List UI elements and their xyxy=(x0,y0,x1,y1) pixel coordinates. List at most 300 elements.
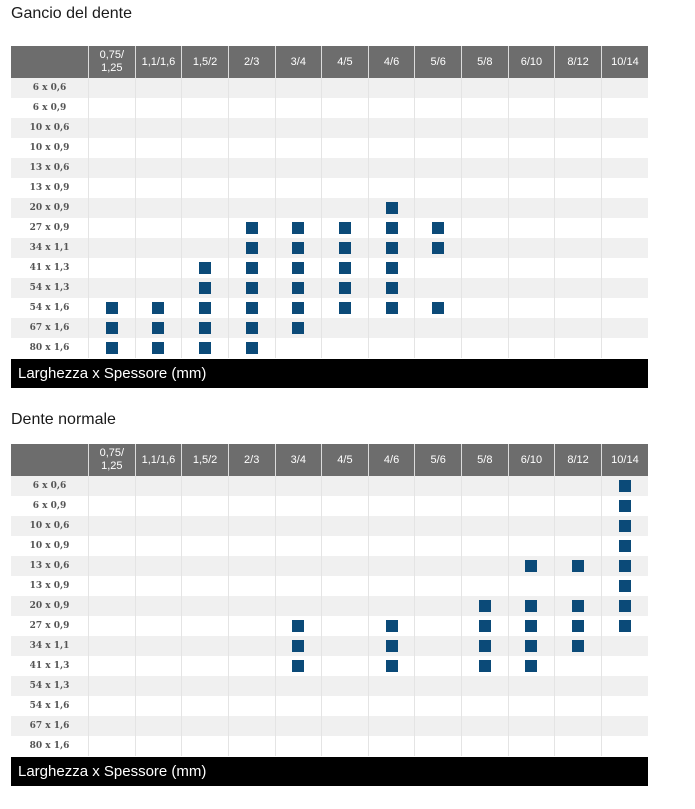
table-cell xyxy=(462,258,509,278)
filled-square-icon xyxy=(106,322,118,334)
table-cell xyxy=(508,78,555,98)
table-cell xyxy=(228,338,275,358)
table-cell xyxy=(368,158,415,178)
row-label: 67 x 1,6 xyxy=(11,716,89,736)
filled-square-icon xyxy=(572,560,584,572)
row-label: 6 x 0,9 xyxy=(11,496,89,516)
table-cell xyxy=(228,78,275,98)
table-body xyxy=(11,78,648,358)
table-cell xyxy=(368,696,415,716)
table-cell xyxy=(601,636,648,656)
table-cell xyxy=(322,496,369,516)
column-header: 5/8 xyxy=(462,46,509,78)
column-header: 4/6 xyxy=(368,444,415,476)
table-cell xyxy=(89,218,136,238)
filled-square-icon xyxy=(339,262,351,274)
header-corner xyxy=(11,444,89,476)
table-cell xyxy=(415,536,462,556)
table-cell xyxy=(555,138,602,158)
table-cell xyxy=(508,716,555,736)
table-cell xyxy=(555,716,602,736)
table-cell xyxy=(462,158,509,178)
table-cell xyxy=(415,696,462,716)
table-row xyxy=(11,596,648,616)
filled-square-icon xyxy=(619,540,631,552)
table-cell xyxy=(415,576,462,596)
table-cell xyxy=(89,318,136,338)
table-cell xyxy=(135,298,182,318)
column-header: 1,1/1,6 xyxy=(135,46,182,78)
column-header: 0,75/ 1,25 xyxy=(89,46,136,78)
table-cell xyxy=(508,596,555,616)
table-cell xyxy=(368,298,415,318)
table-cell xyxy=(135,556,182,576)
column-header: 8/12 xyxy=(555,444,602,476)
table-cell xyxy=(462,178,509,198)
column-header: 2/3 xyxy=(228,46,275,78)
table-cell xyxy=(89,516,136,536)
table-cell xyxy=(182,636,229,656)
table-cell xyxy=(555,178,602,198)
table-cell xyxy=(415,118,462,138)
table-cell xyxy=(555,636,602,656)
table-cell xyxy=(415,556,462,576)
table-cell xyxy=(228,536,275,556)
table-cell xyxy=(322,318,369,338)
table-cell xyxy=(601,158,648,178)
table-cell xyxy=(135,98,182,118)
table-cell xyxy=(508,736,555,756)
table-cell xyxy=(182,258,229,278)
table-cell xyxy=(135,576,182,596)
table-cell xyxy=(555,656,602,676)
table-cell xyxy=(368,476,415,496)
row-label: 13 x 0,9 xyxy=(11,178,89,198)
table-cell xyxy=(368,516,415,536)
table-cell xyxy=(322,158,369,178)
table-cell xyxy=(135,596,182,616)
table-cell xyxy=(415,258,462,278)
table-cell xyxy=(415,736,462,756)
filled-square-icon xyxy=(479,660,491,672)
table-cell xyxy=(368,318,415,338)
column-header: 10/14 xyxy=(601,444,648,476)
row-label: 54 x 1,6 xyxy=(11,298,89,318)
table-cell xyxy=(415,476,462,496)
table-cell xyxy=(228,596,275,616)
table-cell xyxy=(322,736,369,756)
table-cell xyxy=(601,736,648,756)
row-label: 54 x 1,6 xyxy=(11,696,89,716)
table-cell xyxy=(462,218,509,238)
table-cell xyxy=(368,556,415,576)
table-cell xyxy=(601,258,648,278)
table-cell xyxy=(275,736,322,756)
table-cell xyxy=(462,238,509,258)
filled-square-icon xyxy=(572,640,584,652)
filled-square-icon xyxy=(619,620,631,632)
table-cell xyxy=(368,218,415,238)
table-cell xyxy=(89,298,136,318)
filled-square-icon xyxy=(619,520,631,532)
table-cell xyxy=(601,278,648,298)
table-cell xyxy=(89,476,136,496)
table-cell xyxy=(228,476,275,496)
table-cell xyxy=(508,516,555,536)
table-cell xyxy=(555,278,602,298)
table-row xyxy=(11,696,648,716)
filled-square-icon xyxy=(386,660,398,672)
table-row xyxy=(11,318,648,338)
table-cell xyxy=(89,536,136,556)
table-row xyxy=(11,278,648,298)
table-cell xyxy=(182,656,229,676)
table-cell xyxy=(555,496,602,516)
table-cell xyxy=(601,576,648,596)
filled-square-icon xyxy=(619,560,631,572)
table-cell xyxy=(89,716,136,736)
table-cell xyxy=(228,516,275,536)
table-cell xyxy=(415,496,462,516)
filled-square-icon xyxy=(199,282,211,294)
table-cell xyxy=(415,158,462,178)
table-cell xyxy=(601,78,648,98)
filled-square-icon xyxy=(199,302,211,314)
filled-square-icon xyxy=(386,282,398,294)
row-label: 80 x 1,6 xyxy=(11,736,89,756)
table-cell xyxy=(228,138,275,158)
column-header: 1,1/1,6 xyxy=(135,444,182,476)
table-cell xyxy=(135,676,182,696)
table-cell xyxy=(415,676,462,696)
table-cell xyxy=(275,158,322,178)
table-cell xyxy=(322,636,369,656)
table-cell xyxy=(228,736,275,756)
table-cell xyxy=(275,138,322,158)
table-cell xyxy=(89,596,136,616)
table-cell xyxy=(555,298,602,318)
table-cell xyxy=(555,696,602,716)
table-cell xyxy=(182,118,229,138)
filled-square-icon xyxy=(152,302,164,314)
table-cell xyxy=(182,138,229,158)
table-cell xyxy=(135,178,182,198)
table-cell xyxy=(89,178,136,198)
table-cell xyxy=(415,198,462,218)
table-cell xyxy=(555,118,602,138)
filled-square-icon xyxy=(386,222,398,234)
table-cell xyxy=(275,118,322,138)
table-cell xyxy=(228,278,275,298)
table-cell xyxy=(228,178,275,198)
table-cell xyxy=(415,238,462,258)
table-cell xyxy=(508,556,555,576)
filled-square-icon xyxy=(246,322,258,334)
table-cell xyxy=(601,218,648,238)
table-cell xyxy=(135,198,182,218)
table-cell xyxy=(368,636,415,656)
column-header: 10/14 xyxy=(601,46,648,78)
table-cell xyxy=(601,318,648,338)
table-row xyxy=(11,158,648,178)
table-cell xyxy=(462,78,509,98)
filled-square-icon xyxy=(572,620,584,632)
table-cell xyxy=(508,676,555,696)
table-cell xyxy=(601,696,648,716)
table-cell xyxy=(135,516,182,536)
filled-square-icon xyxy=(199,322,211,334)
table-cell xyxy=(415,298,462,318)
row-label: 80 x 1,6 xyxy=(11,338,89,358)
table-cell xyxy=(182,616,229,636)
column-header: 1,5/2 xyxy=(182,46,229,78)
row-label: 54 x 1,3 xyxy=(11,676,89,696)
filled-square-icon xyxy=(292,620,304,632)
table-row xyxy=(11,218,648,238)
table-row xyxy=(11,716,648,736)
table-cell xyxy=(135,258,182,278)
filled-square-icon xyxy=(106,342,118,354)
table-cell xyxy=(275,516,322,536)
row-label: 20 x 0,9 xyxy=(11,596,89,616)
table-cell xyxy=(462,656,509,676)
table-cell xyxy=(322,516,369,536)
table-cell xyxy=(275,496,322,516)
table-cell xyxy=(89,158,136,178)
column-header: 4/5 xyxy=(322,46,369,78)
filled-square-icon xyxy=(386,242,398,254)
row-label: 6 x 0,9 xyxy=(11,98,89,118)
table-cell xyxy=(228,98,275,118)
table-cell xyxy=(462,278,509,298)
table-cell xyxy=(508,696,555,716)
table-cell xyxy=(275,556,322,576)
filled-square-icon xyxy=(246,302,258,314)
table-header-row xyxy=(11,46,648,78)
table-cell xyxy=(182,278,229,298)
table-cell xyxy=(275,238,322,258)
table-cell xyxy=(601,716,648,736)
table-cell xyxy=(508,138,555,158)
table-cell xyxy=(415,338,462,358)
table-footer-caption: Larghezza x Spessore (mm) xyxy=(11,757,648,786)
filled-square-icon xyxy=(386,202,398,214)
table-cell xyxy=(462,476,509,496)
table-cell xyxy=(89,616,136,636)
table-cell xyxy=(322,178,369,198)
table-cell xyxy=(89,338,136,358)
table-cell xyxy=(89,78,136,98)
table-cell xyxy=(275,278,322,298)
filled-square-icon xyxy=(292,242,304,254)
row-label: 10 x 0,9 xyxy=(11,138,89,158)
filled-square-icon xyxy=(106,302,118,314)
table-row xyxy=(11,118,648,138)
table-cell xyxy=(555,238,602,258)
table-cell xyxy=(89,576,136,596)
table-cell xyxy=(135,636,182,656)
table-cell xyxy=(555,158,602,178)
table-cell xyxy=(322,118,369,138)
table-cell xyxy=(135,736,182,756)
table-cell xyxy=(555,476,602,496)
table-cell xyxy=(368,278,415,298)
table-cell xyxy=(462,596,509,616)
row-label: 41 x 1,3 xyxy=(11,656,89,676)
table-cell xyxy=(322,596,369,616)
table-cell xyxy=(415,78,462,98)
filled-square-icon xyxy=(339,242,351,254)
table-cell xyxy=(601,516,648,536)
table-cell xyxy=(89,736,136,756)
table-cell xyxy=(601,98,648,118)
table-cell xyxy=(508,636,555,656)
column-header: 2/3 xyxy=(228,444,275,476)
table-cell xyxy=(508,198,555,218)
table-cell xyxy=(462,516,509,536)
table-cell xyxy=(322,238,369,258)
table-cell xyxy=(135,338,182,358)
table-cell xyxy=(415,636,462,656)
table-cell xyxy=(135,616,182,636)
filled-square-icon xyxy=(339,222,351,234)
table-cell xyxy=(228,298,275,318)
table-cell xyxy=(135,318,182,338)
filled-square-icon xyxy=(619,500,631,512)
row-label: 41 x 1,3 xyxy=(11,258,89,278)
table-cell xyxy=(322,138,369,158)
table-cell xyxy=(182,556,229,576)
table-cell xyxy=(182,218,229,238)
table-cell xyxy=(555,198,602,218)
table-cell xyxy=(508,318,555,338)
filled-square-icon xyxy=(246,262,258,274)
table-cell xyxy=(182,736,229,756)
table-cell xyxy=(322,476,369,496)
table-cell xyxy=(322,218,369,238)
filled-square-icon xyxy=(619,580,631,592)
table-cell xyxy=(228,198,275,218)
table-cell xyxy=(601,676,648,696)
table-row xyxy=(11,258,648,278)
table-cell xyxy=(275,676,322,696)
table-cell xyxy=(135,218,182,238)
table-cell xyxy=(322,258,369,278)
row-label: 10 x 0,6 xyxy=(11,516,89,536)
table-cell xyxy=(462,138,509,158)
row-label: 27 x 0,9 xyxy=(11,218,89,238)
table-cell xyxy=(135,696,182,716)
table-row xyxy=(11,676,648,696)
table-row xyxy=(11,78,648,98)
table-cell xyxy=(555,576,602,596)
table-cell xyxy=(368,496,415,516)
table-cell xyxy=(182,676,229,696)
table-cell xyxy=(275,656,322,676)
filled-square-icon xyxy=(292,302,304,314)
table-cell xyxy=(275,218,322,238)
table-cell xyxy=(228,258,275,278)
table-cell xyxy=(322,556,369,576)
table-cell xyxy=(135,138,182,158)
filled-square-icon xyxy=(619,480,631,492)
table-cell xyxy=(135,476,182,496)
table-body xyxy=(11,476,648,756)
table-cell xyxy=(228,496,275,516)
table-cell xyxy=(135,278,182,298)
table-cell xyxy=(368,258,415,278)
filled-square-icon xyxy=(292,322,304,334)
table-cell xyxy=(368,118,415,138)
table-cell xyxy=(322,198,369,218)
table-cell xyxy=(228,696,275,716)
table-cell xyxy=(415,616,462,636)
table-cell xyxy=(275,476,322,496)
row-label: 6 x 0,6 xyxy=(11,78,89,98)
table-cell xyxy=(415,516,462,536)
table-cell xyxy=(601,178,648,198)
table-cell xyxy=(508,278,555,298)
filled-square-icon xyxy=(479,600,491,612)
table-cell xyxy=(368,736,415,756)
table-cell xyxy=(415,218,462,238)
table-cell xyxy=(322,278,369,298)
table-cell xyxy=(182,576,229,596)
row-label: 6 x 0,6 xyxy=(11,476,89,496)
table-cell xyxy=(368,536,415,556)
table-cell xyxy=(508,178,555,198)
table-cell xyxy=(508,338,555,358)
table-row xyxy=(11,576,648,596)
table-cell xyxy=(555,78,602,98)
table-cell xyxy=(135,238,182,258)
table-cell xyxy=(462,716,509,736)
table-cell xyxy=(89,278,136,298)
table-cell xyxy=(555,516,602,536)
table-cell xyxy=(182,496,229,516)
table-cell xyxy=(508,656,555,676)
table-cell xyxy=(601,298,648,318)
table-cell xyxy=(555,318,602,338)
table-cell xyxy=(275,298,322,318)
table-cell xyxy=(508,218,555,238)
table-cell xyxy=(415,596,462,616)
table-cell xyxy=(182,596,229,616)
table-cell xyxy=(182,98,229,118)
table-cell xyxy=(89,556,136,576)
table-cell xyxy=(89,138,136,158)
filled-square-icon xyxy=(246,342,258,354)
table-cell xyxy=(322,676,369,696)
table-cell xyxy=(275,338,322,358)
table-cell xyxy=(275,318,322,338)
table-cell xyxy=(601,596,648,616)
table-cell xyxy=(508,238,555,258)
table-row xyxy=(11,616,648,636)
table-row xyxy=(11,338,648,358)
filled-square-icon xyxy=(292,262,304,274)
table-cell xyxy=(415,318,462,338)
table-cell xyxy=(508,298,555,318)
filled-square-icon xyxy=(292,222,304,234)
table-cell xyxy=(368,238,415,258)
table-cell xyxy=(182,516,229,536)
section-title-gancio: Gancio del dente xyxy=(11,5,132,22)
table-cell xyxy=(322,536,369,556)
table-cell xyxy=(462,676,509,696)
table-cell xyxy=(368,656,415,676)
table-cell xyxy=(275,596,322,616)
